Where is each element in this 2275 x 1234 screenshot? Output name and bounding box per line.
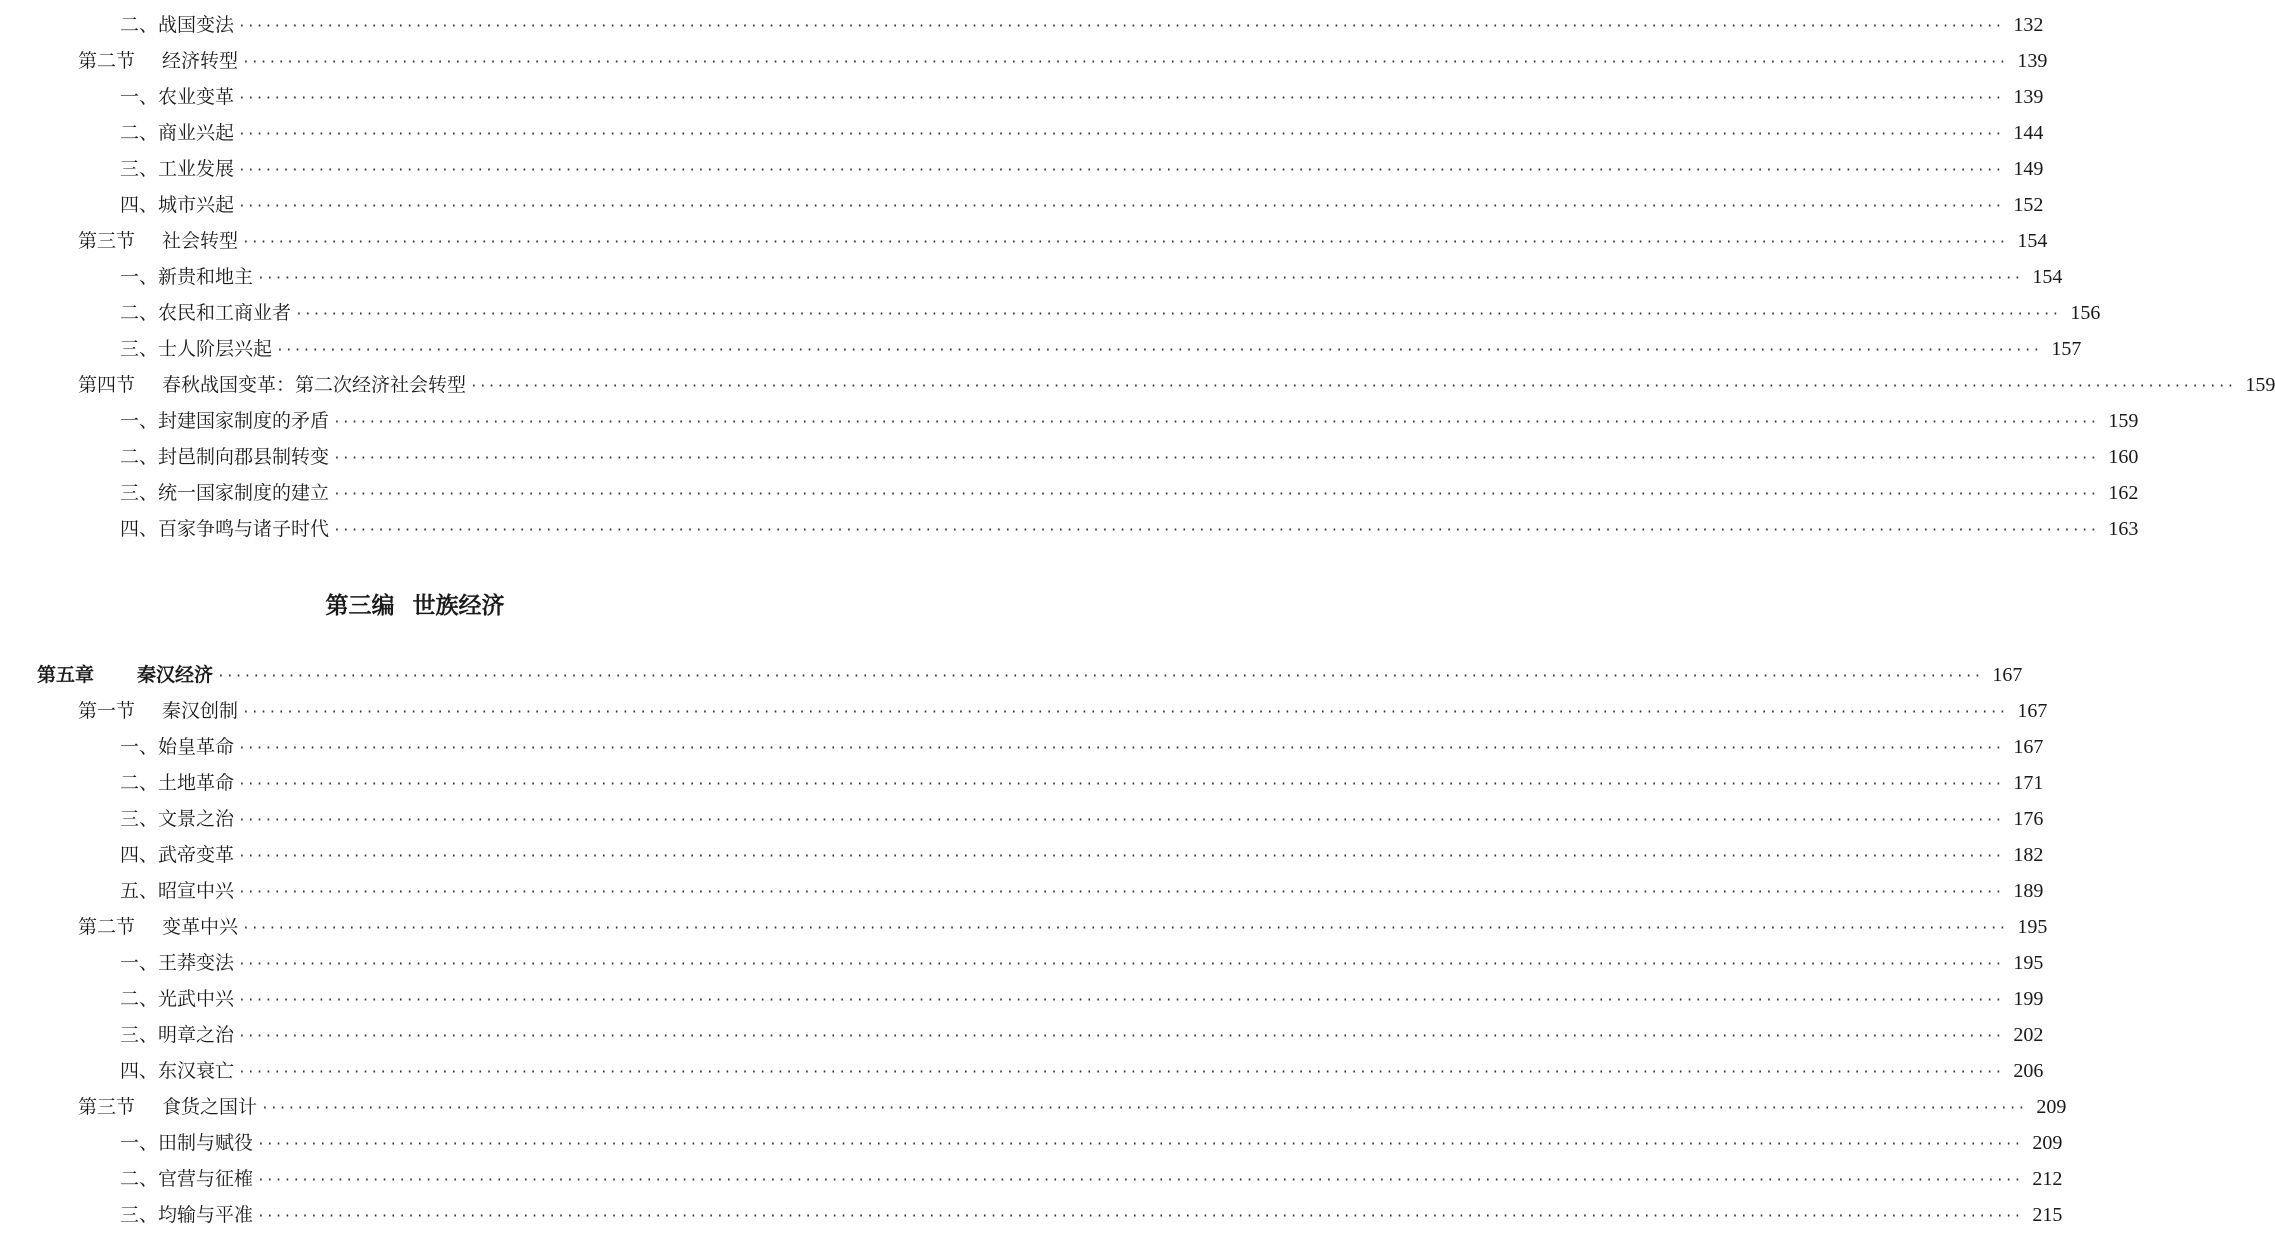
toc-entry-item bbox=[120, 152, 2044, 186]
toc-entry-title: 春秋战国变革：第二次经济社会转型 bbox=[162, 374, 467, 396]
dot-leader: ········································································································································································································ bbox=[257, 1173, 2023, 1188]
toc-entry-page: 154 bbox=[2032, 266, 2063, 288]
toc-entry-item bbox=[120, 982, 2044, 1016]
toc-entry-label bbox=[120, 1162, 253, 1196]
dot-leader: ········································································································································································································ bbox=[217, 669, 1983, 684]
toc-entry-page: 144 bbox=[2013, 122, 2044, 144]
toc-entry-label bbox=[120, 1018, 234, 1052]
toc-entry-label bbox=[120, 512, 329, 546]
toc-entry-label bbox=[78, 368, 466, 402]
toc-entry-title: 封建国家制度的矛盾 bbox=[158, 410, 330, 432]
toc-entry-title: 食货之国计 bbox=[162, 1096, 258, 1118]
toc-entry-label bbox=[120, 476, 329, 510]
dot-leader: ········································································································································································································ bbox=[238, 127, 2004, 142]
toc-entry-item bbox=[120, 404, 2139, 438]
toc-entry-title: 新贵和地主 bbox=[158, 266, 254, 288]
toc-entry-page: 212 bbox=[2032, 1168, 2063, 1190]
toc-entry-item bbox=[120, 802, 2044, 836]
toc-entry-label bbox=[78, 224, 238, 258]
toc-entry-page: 159 bbox=[2108, 410, 2139, 432]
toc-entry-title: 经济转型 bbox=[162, 50, 239, 72]
dot-leader: ········································································································································································································ bbox=[238, 19, 2004, 34]
dot-leader: ········································································································································································································ bbox=[238, 993, 2004, 1008]
toc-entry-item bbox=[120, 296, 2101, 330]
toc-entry-item bbox=[120, 1162, 2063, 1196]
toc-entry-label bbox=[78, 910, 238, 944]
toc-entry-number: 第二节 bbox=[78, 50, 136, 72]
dot-leader: ········································································································································································································ bbox=[238, 885, 2004, 900]
dot-leader: ········································································································································································································ bbox=[238, 199, 2004, 214]
toc-entry-label bbox=[120, 1054, 234, 1088]
toc-entry-label bbox=[120, 874, 234, 908]
toc-entry-number: 第三节 bbox=[78, 1096, 136, 1118]
toc-entry-label bbox=[78, 694, 238, 728]
toc-entry-page: 159 bbox=[2245, 374, 2275, 396]
toc-entry-number: 二、 bbox=[120, 446, 159, 468]
toc-entry-item bbox=[120, 332, 2082, 366]
dot-leader: ········································································································································································································ bbox=[333, 487, 2099, 502]
toc-entry-number: 四、 bbox=[120, 844, 159, 866]
toc-entry-page: 139 bbox=[2013, 86, 2044, 108]
toc-entry-title: 秦汉创制 bbox=[162, 700, 239, 722]
toc-entry-number: 二、 bbox=[120, 772, 159, 794]
dot-leader: ········································································································································································································ bbox=[242, 55, 2008, 70]
toc-entry-title: 昭宣中兴 bbox=[158, 880, 235, 902]
toc-entry-page: 157 bbox=[2051, 338, 2082, 360]
dot-leader: ········································································································································································································ bbox=[333, 415, 2099, 430]
toc-entry-title: 城市兴起 bbox=[158, 194, 235, 216]
toc-entry-section bbox=[78, 910, 2048, 944]
toc-entry-page: 206 bbox=[2013, 1060, 2044, 1082]
toc-entry-page: 152 bbox=[2013, 194, 2044, 216]
toc-entry-item bbox=[120, 80, 2044, 114]
toc-entry-page: 176 bbox=[2013, 808, 2044, 830]
toc-entry-page: 154 bbox=[2017, 230, 2048, 252]
toc-entry-item bbox=[120, 440, 2139, 474]
toc-entry-section bbox=[78, 368, 2275, 402]
toc-entry-label bbox=[37, 658, 213, 692]
toc-entry-label bbox=[78, 44, 238, 78]
part-name: 世族经济 bbox=[412, 592, 505, 619]
toc-entry-title: 文景之治 bbox=[158, 808, 235, 830]
toc-entry-label bbox=[120, 404, 329, 438]
toc-entry-number: 四、 bbox=[120, 194, 159, 216]
dot-leader: ········································································································································································································ bbox=[333, 451, 2099, 466]
toc-entry-number: 二、 bbox=[120, 302, 159, 324]
toc-entry-number: 三、 bbox=[120, 1024, 159, 1046]
toc-entry-number: 一、 bbox=[120, 410, 159, 432]
toc-entry-label bbox=[120, 296, 291, 330]
dot-leader: ········································································································································································································ bbox=[238, 1065, 2004, 1080]
toc-entry-label bbox=[120, 730, 234, 764]
toc-entry-number: 一、 bbox=[120, 736, 159, 758]
toc-entry-page: 195 bbox=[2013, 952, 2044, 974]
toc-entry-title: 变革中兴 bbox=[162, 916, 239, 938]
toc-entry-number: 一、 bbox=[120, 86, 159, 108]
toc-entry-label bbox=[120, 440, 329, 474]
toc-entry-title: 均输与平准 bbox=[158, 1204, 254, 1226]
toc-entry-item bbox=[120, 1018, 2044, 1052]
toc-entry-page: 163 bbox=[2108, 518, 2139, 540]
dot-leader: ········································································································································································································ bbox=[238, 163, 2004, 178]
toc-entry-title: 秦汉经济 bbox=[137, 664, 214, 686]
toc-entry-page: 195 bbox=[2017, 916, 2048, 938]
toc-entry-item bbox=[120, 512, 2139, 546]
toc-entry-title: 百家争鸣与诸子时代 bbox=[158, 518, 330, 540]
toc-entry-title: 官营与征榷 bbox=[158, 1168, 254, 1190]
toc-entry-section bbox=[78, 224, 2048, 258]
toc-entry-chapter bbox=[37, 658, 2023, 692]
toc-entry-number: 二、 bbox=[120, 1168, 159, 1190]
toc-entry-title: 武帝变革 bbox=[158, 844, 235, 866]
toc-entry-label bbox=[78, 1090, 257, 1124]
toc-entry-page: 162 bbox=[2108, 482, 2139, 504]
toc-entry-item bbox=[120, 188, 2044, 222]
dot-leader: ········································································································································································································ bbox=[242, 235, 2008, 250]
dot-leader: ········································································································································································································ bbox=[276, 343, 2042, 358]
toc-entry-number: 四、 bbox=[120, 518, 159, 540]
toc-entry-number: 三、 bbox=[120, 482, 159, 504]
toc-entry-title: 封邑制向郡县制转变 bbox=[158, 446, 330, 468]
toc-entry-page: 202 bbox=[2013, 1024, 2044, 1046]
dot-leader: ········································································································································································································ bbox=[261, 1101, 2027, 1116]
toc-entry-label bbox=[120, 332, 272, 366]
toc-entry-number: 第四节 bbox=[78, 374, 136, 396]
dot-leader: ········································································································································································································ bbox=[257, 1209, 2023, 1224]
dot-leader: ········································································································································································································ bbox=[238, 1029, 2004, 1044]
toc-entry-page: 160 bbox=[2108, 446, 2139, 468]
toc-entry-number: 二、 bbox=[120, 14, 159, 36]
dot-leader: ········································································································································································································ bbox=[242, 705, 2008, 720]
toc-entry-item bbox=[120, 1198, 2063, 1232]
toc-entry-section bbox=[78, 1090, 2067, 1124]
toc-entry-page: 209 bbox=[2036, 1096, 2067, 1118]
toc-entry-section bbox=[78, 694, 2048, 728]
toc-entry-label bbox=[120, 802, 234, 836]
dot-leader: ········································································································································································································ bbox=[242, 921, 2008, 936]
toc-entry-title: 光武中兴 bbox=[158, 988, 235, 1010]
part-number: 第三编 bbox=[325, 592, 395, 619]
toc-entry-item bbox=[120, 1126, 2063, 1160]
toc-entry-page: 167 bbox=[2013, 736, 2044, 758]
toc-entry-label bbox=[120, 838, 234, 872]
toc-entry-title: 士人阶层兴起 bbox=[158, 338, 273, 360]
toc-entry-item bbox=[120, 116, 2044, 150]
toc-entry-item bbox=[120, 946, 2044, 980]
toc-entry-section bbox=[78, 44, 2048, 78]
toc-entry-item bbox=[120, 730, 2044, 764]
toc-entry-item bbox=[120, 476, 2139, 510]
dot-leader: ········································································································································································································ bbox=[238, 777, 2004, 792]
toc-entry-item bbox=[120, 766, 2044, 800]
dot-leader: ········································································································································································································ bbox=[257, 271, 2023, 286]
toc-entry-title: 东汉衰亡 bbox=[158, 1060, 235, 1082]
toc-entry-page: 156 bbox=[2070, 302, 2101, 324]
toc-entry-title: 工业发展 bbox=[158, 158, 235, 180]
toc-entry-number: 第五章 bbox=[37, 664, 95, 686]
toc-entry-page: 209 bbox=[2032, 1132, 2063, 1154]
toc-entry-number: 二、 bbox=[120, 988, 159, 1010]
toc-entry-number: 三、 bbox=[120, 808, 159, 830]
toc-entry-label bbox=[120, 188, 234, 222]
toc-entry-title: 农业变革 bbox=[158, 86, 235, 108]
toc-entry-title: 农民和工商业者 bbox=[158, 302, 292, 324]
toc-entry-number: 一、 bbox=[120, 266, 159, 288]
toc-entry-title: 王莽变法 bbox=[158, 952, 235, 974]
dot-leader: ········································································································································································································ bbox=[238, 741, 2004, 756]
dot-leader: ········································································································································································································ bbox=[295, 307, 2061, 322]
toc-entry-title: 田制与赋役 bbox=[158, 1132, 254, 1154]
dot-leader: ········································································································································································································ bbox=[238, 957, 2004, 972]
toc-entry-label bbox=[120, 1126, 253, 1160]
toc-entry-page: 132 bbox=[2013, 14, 2044, 36]
toc-entry-number: 三、 bbox=[120, 338, 159, 360]
toc-entry-label bbox=[120, 946, 234, 980]
toc-entry-label bbox=[120, 1198, 253, 1232]
toc-entry-page: 167 bbox=[2017, 700, 2048, 722]
toc-entry-number: 一、 bbox=[120, 1132, 159, 1154]
toc-entry-number: 五、 bbox=[120, 880, 159, 902]
toc-entry-item bbox=[120, 874, 2044, 908]
dot-leader: ········································································································································································································ bbox=[238, 813, 2004, 828]
toc-entry-item bbox=[120, 8, 2044, 42]
toc-entry-title: 战国变法 bbox=[158, 14, 235, 36]
toc-entry-item bbox=[120, 838, 2044, 872]
toc-entry-page: 171 bbox=[2013, 772, 2044, 794]
toc-entry-label bbox=[120, 152, 234, 186]
toc-entry-number: 第二节 bbox=[78, 916, 136, 938]
toc-entry-page: 189 bbox=[2013, 880, 2044, 902]
toc-entry-page: 199 bbox=[2013, 988, 2044, 1010]
toc-entry-title: 始皇革命 bbox=[158, 736, 235, 758]
toc-entry-title: 明章之治 bbox=[158, 1024, 235, 1046]
toc-entry-item bbox=[120, 1054, 2044, 1088]
toc-entry-page: 182 bbox=[2013, 844, 2044, 866]
toc-entry-number: 四、 bbox=[120, 1060, 159, 1082]
toc-entry-number: 二、 bbox=[120, 122, 159, 144]
toc-entry-number: 一、 bbox=[120, 952, 159, 974]
toc-entry-number: 三、 bbox=[120, 1204, 159, 1226]
toc-entry-label bbox=[120, 80, 234, 114]
toc-entry-page: 167 bbox=[1992, 664, 2023, 686]
dot-leader: ········································································································································································································ bbox=[257, 1137, 2023, 1152]
toc-entry-label bbox=[120, 8, 234, 42]
toc-entry-title: 统一国家制度的建立 bbox=[158, 482, 330, 504]
toc-entry-title: 土地革命 bbox=[158, 772, 235, 794]
toc-entry-number: 第一节 bbox=[78, 700, 136, 722]
toc-entry-title: 商业兴起 bbox=[158, 122, 235, 144]
toc-entry-number: 第三节 bbox=[78, 230, 136, 252]
toc-entry-label bbox=[120, 260, 253, 294]
toc-entry-label bbox=[120, 766, 234, 800]
toc-entry-page: 139 bbox=[2017, 50, 2048, 72]
toc-entry-label bbox=[120, 116, 234, 150]
dot-leader: ········································································································································································································ bbox=[238, 849, 2004, 864]
dot-leader: ········································································································································································································ bbox=[238, 91, 2004, 106]
toc-entry-title: 社会转型 bbox=[162, 230, 239, 252]
toc-entry-page: 215 bbox=[2032, 1204, 2063, 1226]
part-title bbox=[0, 586, 830, 626]
toc-entry-label bbox=[120, 982, 234, 1016]
toc-entry-page: 149 bbox=[2013, 158, 2044, 180]
dot-leader: ········································································································································································································ bbox=[470, 379, 2236, 394]
toc-entry-number: 三、 bbox=[120, 158, 159, 180]
dot-leader: ········································································································································································································ bbox=[333, 523, 2099, 538]
toc-entry-item bbox=[120, 260, 2063, 294]
